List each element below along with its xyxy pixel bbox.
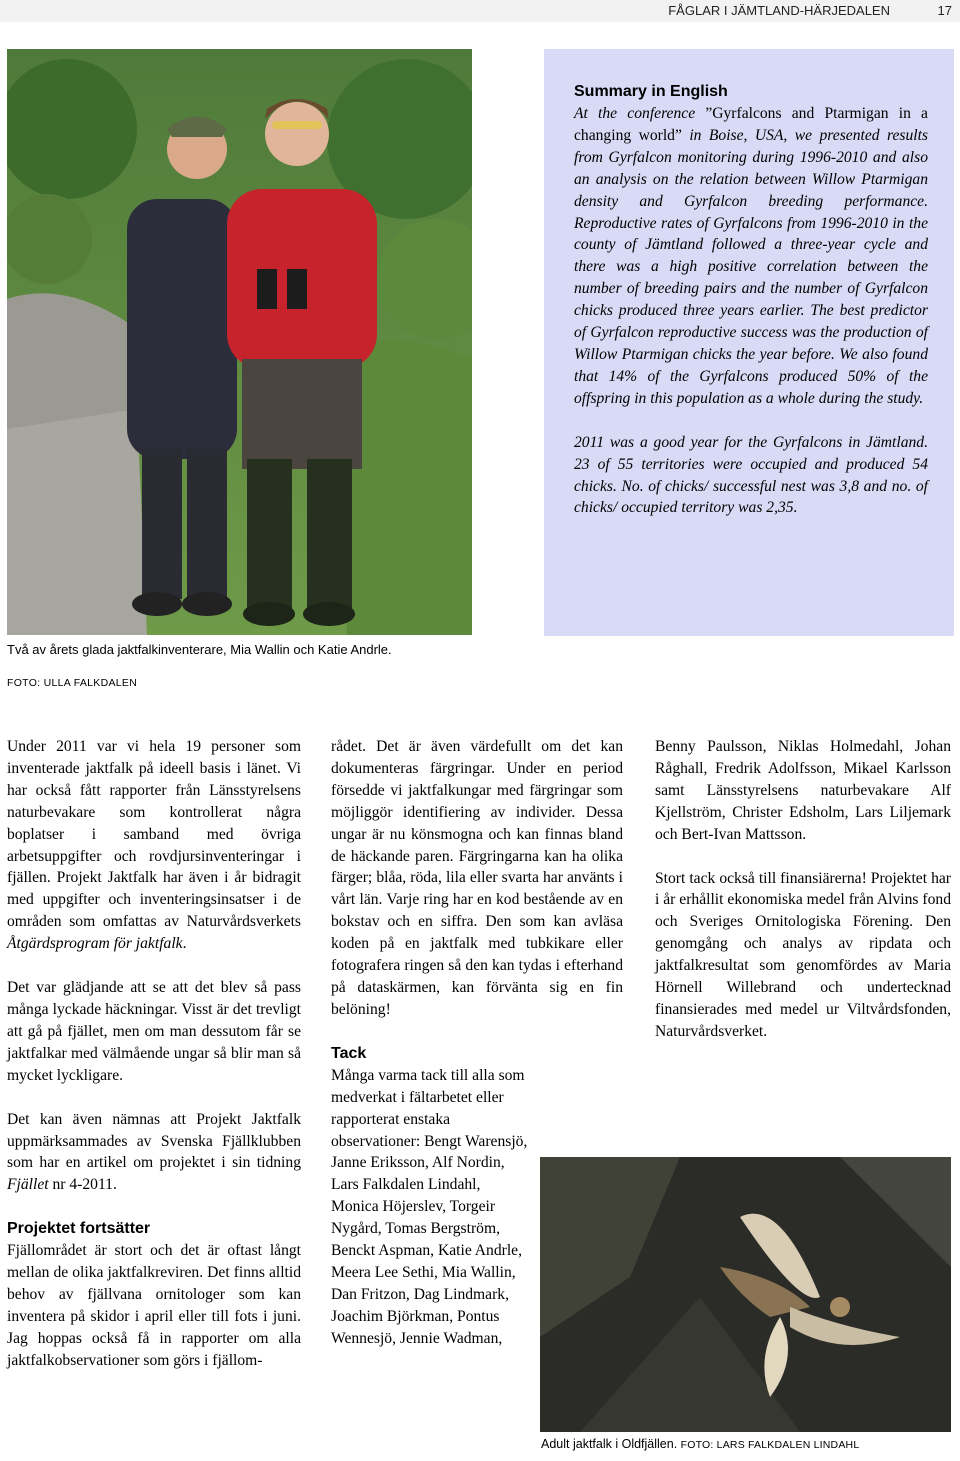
section-heading: Tack [331,1044,367,1062]
body-paragraph: Under 2011 var vi hela 19 personer som inventerade jaktfalk på ideell basis i länet. Vi har också fått rapporter från Länsstyrelsens naturbevakare som kontrollerat några boplatser i samband med övriga arbetsuppgifter och rovdjursinventeringar i fjällen. Projekt Jaktfalk har även i år bidragit med uppgifter och inventeringsinsatser i de områden som omfattas av Naturvårdsverkets Åtgärdsprogram för jaktfalk. [7,738,301,953]
body-paragraph: Benny Paulsson, Niklas Holmedahl, Johan Råghall, Fredrik Adolfsson, Mikael Karlsson samt Länsstyrelsens naturbevakare Alf Kjellström, Christer Edsholm, Lars Liljemark och Bert-Ivan Mattsson. [655,738,951,843]
running-header [0,0,960,22]
photo-hikers [7,49,472,635]
summary-paragraph: At the conference ”Gyrfalcons and Ptarmigan in a changing world” in Boise, USA, we presented results from Gyrfalcon monitoring during 1996-2010 and also an analysis on the relation between Willow Ptarmigan density and Gyrfalcon breeding performance. Reproductive rates of Gyrfalcons from 1996-2010 in the county of Jämtland followed a three-year cycle and there was a high positive correlation between the number of breeding pairs and the number of Gyrfalcon chicks produced three years earlier. The best predictor of Gyrfalcon reproductive success was the production of Willow Ptarmigan chicks the year before. We also found that 14% of the Gyrfalcons produced 50% of the offspring in this population as a whole during the study. [574,105,928,407]
column-3 [655,736,951,1043]
falcon-photo-caption: Adult jaktfalk i Oldfjällen. FOTO: LARS FALKDALEN LINDAHL [541,1437,860,1451]
photo-credit: FOTO: ULLA FALKDALEN [7,677,138,689]
falcon-photo-credit: FOTO: LARS FALKDALEN LINDAHL [680,1439,860,1451]
journal-title: FÅGLAR I JÄMTLAND-HÄRJEDALEN [668,3,890,18]
photo-falcon [540,1157,951,1432]
column-1 [7,736,301,1372]
summary-title: Summary in English [574,83,728,100]
body-paragraph: Många varma tack till alla som medverkat i fältarbetet eller rapporterat enstaka observationer: Bengt Warensjö, Janne Eriksson, Alf Nordin, Lars Falkdalen Lindahl, Monica Höjerslev, Torgeir Nygård, Tomas Bergström, Benckt Aspman, Katie Andrle, Meera Lee Sethi, Mia Wallin, Dan Fritzon, Dag Lindmark, Joachim Björkman, Pontus Wennesjö, Jennie Wadman, [331,1066,528,1347]
photo-caption: Två av årets glada jaktfalkinventerare, Mia Wallin och Katie Andrle. [7,642,392,657]
section-heading: Projektet fortsätter [7,1220,151,1238]
page-number: 17 [937,3,952,18]
body-paragraph: Det kan även nämnas att Projekt Jaktfalk uppmärksammades av Svenska Fjällklubben som har en artikel om projektet i sin tidning Fjället nr 4-2011. [7,1110,301,1194]
body-paragraph: Det var glädjande att se att det blev så pass många lyckade häckningar. Visst är det trevligt att gå på fjället, men om man dessutom får se jaktfalkar med välmående ungar så blir man så mycket lyckligare. [7,979,301,1084]
summary-box [544,49,954,636]
body-paragraph: rådet. Det är även värdefullt om det kan dokumenteras färgringar. Under en period försedde vi jaktfalkungar med färgringar som möjliggör identifiering av individer. Dessa ungar är nu könsmogna och kan finnas bland de häckande paren. Färgringarna kan ha olika färger; blåa, röda, lila eller svarta har använts i vårt län. Varje ring har en kod bestående av en bokstav och en siffra. Den som kan avläsa koden på en jaktfalk med tubkikare eller fotografera ringen så den kan tydas i efterhand på dataskärmen, kan förvänta sig en fin belöning! [331,738,623,1018]
body-paragraph: Fjällområdet är stort och det är oftast långt mellan de olika jaktfalkreviren. Det finns alltid behov av fjällvana ornitologer som kan inventera på skidor i april eller till fots i juni. Jag hoppas också få in rapporter om alla jaktfalkobservationer som görs i fjällom- [7,1242,301,1369]
body-paragraph: Stort tack också till finansiärerna! Projektet har i år erhållit ekonomiska medel från Alvins fond och Sveriges Ornitologiska Förening. Den genomgång och analys av ripdata och jaktfalkresultat som genomfördes av Maria Hörnell Willebrand och undertecknad finansierades med medel ur Viltvårdsfonden, Naturvårdsverket. [655,869,951,1040]
summary-paragraph-2011: 2011 was a good year for the Gyrfalcons in Jämtland. 23 of 55 territories were occupied and produced 54 chicks. No. of chicks/ successful nest was 3,8 and no. of chicks/ occupied territory was 2,35. [574,433,928,517]
